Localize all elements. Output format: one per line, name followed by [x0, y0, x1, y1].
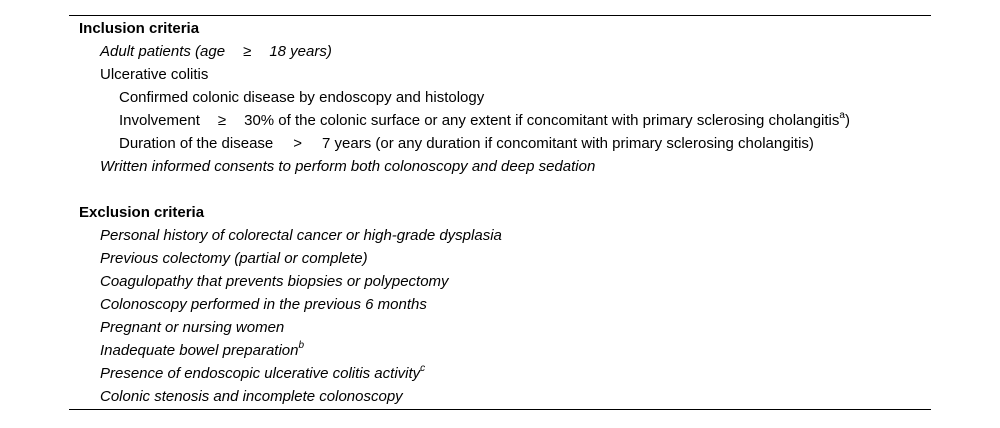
criteria-table — [69, 15, 931, 410]
exclusion-item-text: Previous colectomy (partial or complete) — [100, 250, 368, 267]
involvement-row — [69, 109, 931, 132]
involvement-operator: ≥ — [217, 112, 227, 129]
exclusion-item — [69, 224, 931, 247]
exclusion-item-text: Inadequate bowel preparation — [100, 342, 299, 359]
inclusion-heading: Inclusion criteria — [79, 20, 200, 37]
footnote-b: b — [298, 340, 305, 351]
exclusion-heading: Exclusion criteria — [79, 204, 205, 221]
adult-label: Adult patients (age — [100, 43, 226, 60]
confirmed-row: Confirmed colonic disease by endoscopy and histology — [119, 89, 485, 106]
exclusion-item — [69, 362, 931, 385]
duration-operator: > — [293, 135, 303, 152]
exclusion-item-text: Colonoscopy performed in the previous 6 months — [100, 296, 427, 313]
exclusion-item — [69, 293, 931, 316]
involvement-value: 30% of the colonic surface or any extent if concomitant with primary sclerosing cholangitis — [244, 112, 840, 129]
exclusion-item — [69, 316, 931, 339]
exclusion-item-text: Colonic stenosis and incomplete colonoscopy — [100, 388, 403, 405]
inclusion-adult-row — [69, 40, 931, 63]
exclusion-item — [69, 339, 931, 362]
duration-value: 7 years (or any duration if concomitant with primary sclerosing cholangitis) — [322, 135, 814, 152]
exclusion-item-text: Personal history of colorectal cancer or high-grade dysplasia — [100, 227, 502, 244]
exclusion-item-text: Coagulopathy that prevents biopsies or polypectomy — [100, 273, 449, 290]
exclusion-item — [69, 247, 931, 270]
involvement-label: Involvement — [119, 112, 200, 129]
footnote-a: a — [839, 110, 845, 121]
exclusion-item-text: Presence of endoscopic ulcerative colitis activity — [100, 365, 421, 382]
adult-operator: ≥ — [243, 43, 252, 60]
exclusion-item-text: Pregnant or nursing women — [100, 319, 285, 336]
duration-label: Duration of the disease — [119, 135, 274, 152]
uc-label: Ulcerative colitis — [100, 66, 209, 83]
spacer-row — [69, 178, 931, 201]
involvement-close: ) — [844, 112, 850, 129]
duration-row — [69, 132, 931, 155]
adult-value: 18 years) — [269, 43, 332, 60]
exclusion-item — [69, 385, 931, 408]
exclusion-item — [69, 270, 931, 293]
consent-row: Written informed consents to perform both colonoscopy and deep sedation — [100, 158, 596, 175]
footnote-c: c — [420, 363, 426, 374]
